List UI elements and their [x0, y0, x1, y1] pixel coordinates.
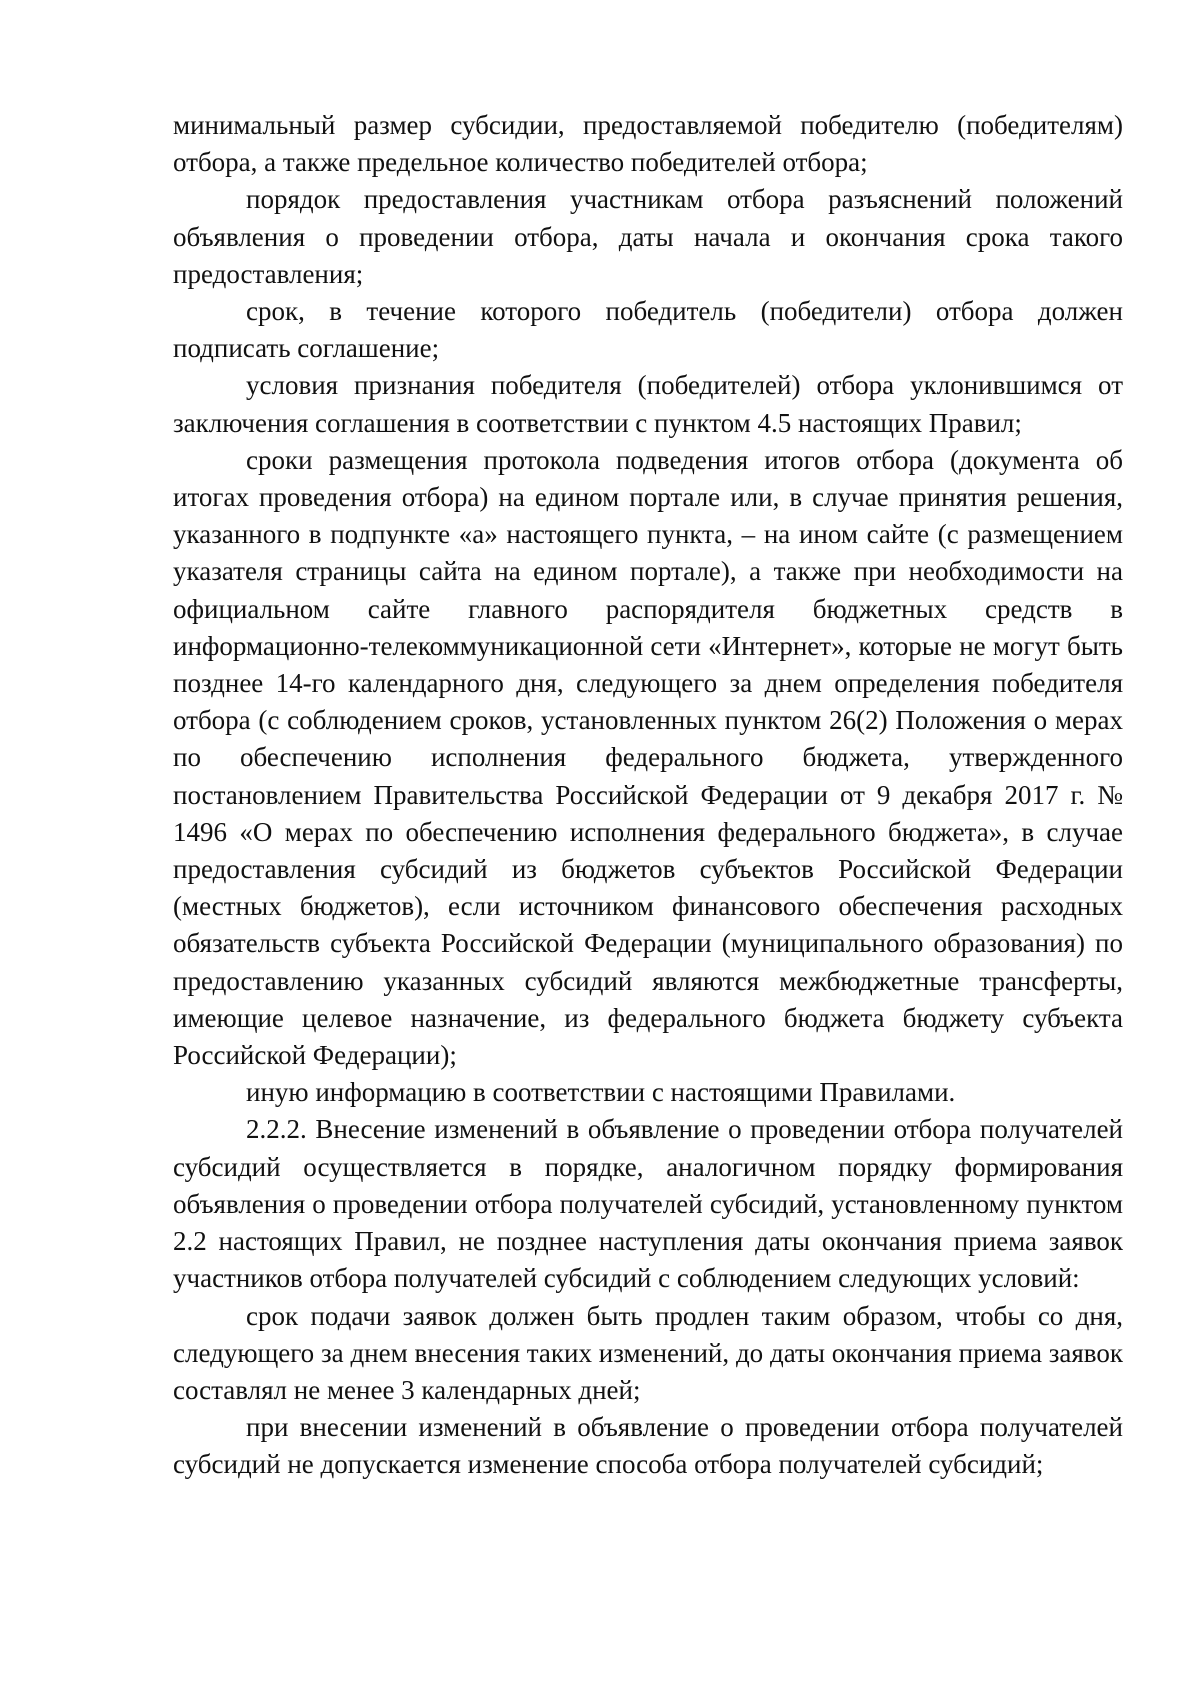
paragraph-method-change: при внесении изменений в объявление о проведении отбора получателей субсидий не допускается изменение способа отбора получателей субсидий;	[173, 1412, 1123, 1480]
paragraph-submission-term: срок подачи заявок должен быть продлен таким образом, чтобы со дня, следующего за днем внесения таких изменений, до даты окончания приема заявок составлял не менее 3 календарных дней;	[173, 1300, 1123, 1405]
paragraph-protocol-terms: сроки размещения протокола подведения итогов отбора (документа об итогах проведения отбора) на едином портале или, в случае принятия решения, указанного в подпункте «а» настоящего пункта, – на ином сайте (с размещением указателя страницы сайта на едином портале), а также при необходимости на официальном сайте главного распорядителя бюджетных средств в информационно-телекоммуникационной сети «Интернет», которые не могут быть позднее 14-го календарного дня, следующего за днем определения победителя отбора (с соблюдением сроков, установленных пунктом 26(2) Положения о мерах по обеспечению исполнения федерального бюджета, утвержденного постановлением Правительства Российской Федерации от 9 декабря 2017 г. № 1496 «О мерах по обеспечению исполнения федерального бюджета», в случае предоставления субсидий из бюджетов субъектов Российской Федерации (местных бюджетов), если источником финансового обеспечения расходных обязательств субъекта Российской Федерации (муниципального образования) по предоставлению указанных субсидий являются межбюджетные трансферты, имеющие целевое назначение, из федерального бюджета бюджету субъекта Российской Федерации);	[173, 444, 1123, 1071]
paragraph-other-info: иную информацию в соответствии с настоящими Правилами.	[246, 1077, 956, 1108]
document-page	[173, 107, 1123, 1484]
paragraph-min-subsidy: минимальный размер субсидии, предоставляемой победителю (победителям) отбора, а также предельное количество победителей отбора;	[173, 110, 1123, 178]
paragraph-signing-term: срок, в течение которого победитель (победители) отбора должен подписать соглашение;	[173, 296, 1123, 364]
paragraph-section-2-2-2: 2.2.2. Внесение изменений в объявление о проведении отбора получателей субсидий осуществляется в порядке, аналогичном порядку формирования объявления о проведении отбора получателей субсидий, установленному пунктом 2.2 настоящих Правил, не позднее наступления даты окончания приема заявок участников отбора получателей субсидий с соблюдением следующих условий:	[173, 1114, 1123, 1294]
paragraph-clarifications: порядок предоставления участникам отбора разъяснений положений объявления о проведении отбора, даты начала и окончания срока такого предоставления;	[173, 184, 1123, 289]
paragraph-evasion-conditions: условия признания победителя (победителей) отбора уклонившимся от заключения соглашения в соответствии с пунктом 4.5 настоящих Правил;	[173, 370, 1123, 438]
